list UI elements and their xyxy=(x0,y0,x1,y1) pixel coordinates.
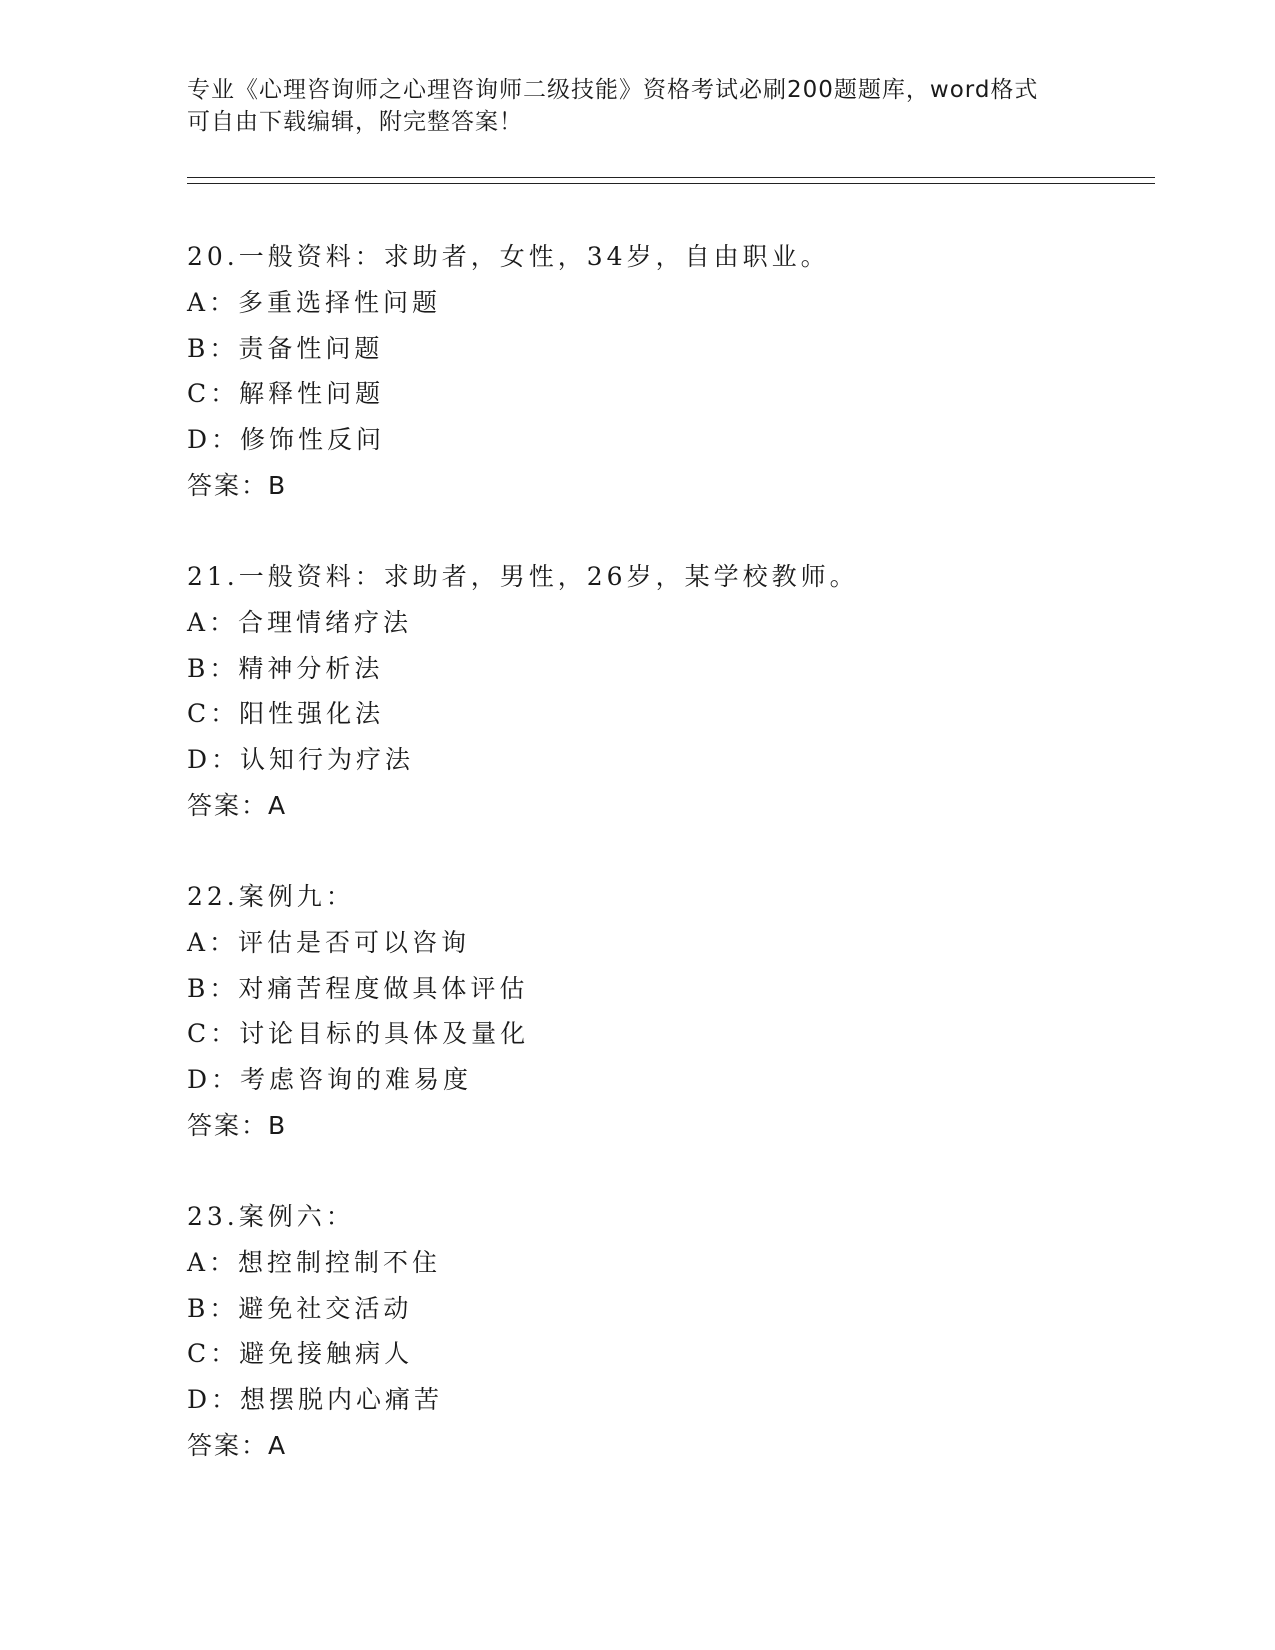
question-stem: 23.案例六： xyxy=(187,1202,355,1231)
question-20 xyxy=(187,234,1087,509)
question-stem: 22.案例九： xyxy=(187,882,355,911)
question-22 xyxy=(187,874,1087,1149)
option-a: A：多重选择性问题 xyxy=(187,287,442,317)
header-divider-top xyxy=(187,177,1155,178)
option-b: B：精神分析法 xyxy=(187,653,384,683)
option-d: D：考虑咨询的难易度 xyxy=(187,1065,473,1095)
header-line-1: 专业《心理咨询师之心理咨询师二级技能》资格考试必刷200题题库，word格式 xyxy=(187,77,1039,103)
option-a: A：想控制控制不住 xyxy=(187,1247,442,1277)
option-a: A：合理情绪疗法 xyxy=(187,607,413,637)
header-line-2: 可自由下载编辑，附完整答案！ xyxy=(187,109,523,135)
option-c: C：解释性问题 xyxy=(187,379,385,409)
answer: 答案：A xyxy=(187,1430,288,1460)
option-b: B：避免社交活动 xyxy=(187,1293,413,1323)
option-c: C：阳性强化法 xyxy=(187,699,385,729)
document-header xyxy=(187,74,1067,138)
option-d: D：想摆脱内心痛苦 xyxy=(187,1385,444,1415)
question-stem: 20.一般资料：求助者，女性，34岁，自由职业。 xyxy=(187,242,830,271)
option-d: D：修饰性反问 xyxy=(187,425,386,455)
question-stem: 21.一般资料：求助者，男性，26岁，某学校教师。 xyxy=(187,562,859,591)
option-d: D：认知行为疗法 xyxy=(187,745,415,775)
answer: 答案：B xyxy=(187,1110,288,1140)
option-b: B：对痛苦程度做具体评估 xyxy=(187,973,529,1003)
header-divider-bottom xyxy=(187,183,1155,184)
question-21 xyxy=(187,554,1087,829)
option-c: C：讨论目标的具体及量化 xyxy=(187,1019,530,1049)
answer: 答案：B xyxy=(187,470,288,500)
answer: 答案：A xyxy=(187,790,288,820)
option-c: C：避免接触病人 xyxy=(187,1339,414,1369)
option-b: B：责备性问题 xyxy=(187,333,384,363)
option-a: A：评估是否可以咨询 xyxy=(187,927,471,957)
question-23 xyxy=(187,1194,1087,1469)
